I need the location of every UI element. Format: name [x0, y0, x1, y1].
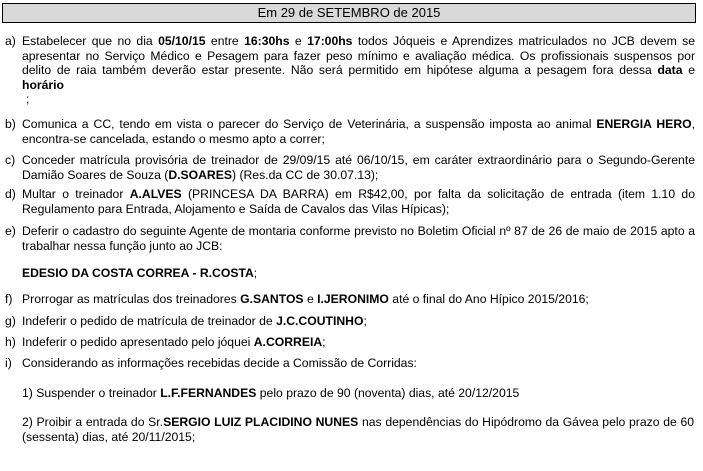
item-text [22, 153, 695, 182]
item-marker: a) [5, 34, 16, 48]
text-run: Indeferir o pedido apresentado pelo jóquei [22, 335, 254, 349]
item-marker: i) [5, 356, 12, 370]
item-marker: c) [5, 153, 16, 167]
list-item-e [5, 224, 695, 253]
text-run: Conceder matrícula provisória de treinador de 29/09/15 até 06/10/15, em caráter extraordinário para o Segundo-Gerente Damião Soares de Souza ( [22, 153, 695, 182]
bold-text: I.JERONIMO [317, 292, 389, 306]
sub-item-2 [22, 415, 694, 444]
bold-text: SERGIO LUIZ PLACIDINO NUNES [163, 415, 359, 429]
bold-text: 05/10/15 [158, 34, 206, 48]
item-text [22, 117, 695, 146]
text-run: até o final do Ano Hípico 2015/2016; [388, 292, 589, 306]
text-run: e [303, 292, 318, 306]
text-run: ; [322, 335, 326, 349]
item-text [22, 224, 695, 253]
text-run: (PRINCESA DA BARRA) em R$42,00, por falta da solicitação de entrada (item 1.10 do Regulamento para Entrada, Alojamento e Saída de Cavalos das Vilas Hípicas); [22, 187, 695, 216]
item-text [22, 356, 695, 371]
item-marker: e) [5, 224, 16, 238]
text-run: , encontra-se cancelada, estando o mesmo apto a correr; [22, 117, 695, 146]
item-text [22, 34, 695, 92]
bold-text: 17:00hs [307, 34, 353, 48]
text-run: ) (Res.da CC de 30.07.13); [232, 167, 379, 182]
text-run: Indeferir o pedido de matrícula de treinador de [22, 314, 277, 328]
bold-text: horário [22, 77, 64, 92]
bold-text: ENERGIA HERO [596, 117, 692, 131]
text-run: todos Jóqueis e Aprendizes matriculados no JCB devem se apresentar no Serviço Médico e Pesagem para fazer peso mínimo e avaliação médica. Os profissionais suspensos por delito de raia também deverão estar presente. Não será permitido em hipótese alguma a pesagem fora dessa [22, 34, 695, 77]
item-marker: b) [5, 117, 16, 131]
item-marker: d) [5, 187, 16, 201]
text-run: ; [253, 266, 258, 280]
list-item-b [5, 117, 695, 146]
page-title: Em 29 de SETEMBRO de 2015 [2, 3, 696, 23]
item-text [22, 187, 695, 216]
list-item-g [5, 314, 695, 329]
agent-name [22, 266, 694, 281]
bold-text: data [657, 63, 683, 77]
list-item-a [5, 34, 695, 92]
list-item-c [5, 153, 695, 182]
bold-text: A.ALVES [129, 187, 182, 201]
bold-text: D.SOARES [168, 167, 232, 182]
text-run: Comunica a CC, tendo em vista o parecer do Serviço de Veterinária, a suspensão imposta ao animal [22, 117, 597, 131]
text-run: 1) Suspender o treinador [22, 386, 161, 400]
semicolon-line: ; [26, 92, 30, 106]
text-run: Deferir o cadastro do seguinte Agente de montaria conforme previsto no Boletim Oficial nº 87 de 26 de maio de 2015 apto a trabalhar nessa função junto ao JCB: [22, 224, 695, 253]
bold-text: A.CORREIA [253, 335, 323, 349]
text-run: pelo prazo de 90 (noventa) dias, até 20/12/2015 [256, 386, 520, 400]
text-run: Multar o treinador [22, 187, 130, 201]
item-marker: h) [5, 335, 16, 349]
text-run: Considerando as informações recebidas decide a Comissão de Corridas: [22, 356, 417, 370]
text-run: entre [205, 34, 245, 48]
bold-text: J.C.COUTINHO [276, 314, 364, 328]
list-item-f [5, 292, 695, 307]
item-text [22, 335, 695, 350]
sub-item-1 [22, 386, 694, 401]
text-run: ; [363, 314, 367, 328]
item-text [22, 314, 695, 329]
list-item-d [5, 187, 695, 216]
bold-text: G.SANTOS [240, 292, 304, 306]
text-run: Estabelecer que no dia [22, 34, 159, 48]
list-item-h [5, 335, 695, 350]
text-run: 2) Proibir a entrada do Sr. [22, 415, 164, 429]
text-run: e [289, 34, 308, 48]
text-run: Prorrogar as matrículas dos treinadores [22, 292, 241, 306]
bold-text: EDESIO DA COSTA CORREA - R.COSTA [22, 266, 254, 280]
item-marker: g) [5, 314, 16, 328]
bold-text: L.F.FERNANDES [160, 386, 257, 400]
text-run: e [682, 63, 695, 77]
item-marker: f) [5, 292, 13, 306]
text-run: nas dependências do Hipódromo da Gávea pelo prazo de 60 (sessenta) dias, até 20/11/2015; [22, 415, 694, 444]
list-item-i [5, 356, 695, 371]
bold-text: 16:30hs [244, 34, 290, 48]
item-text [22, 292, 695, 307]
